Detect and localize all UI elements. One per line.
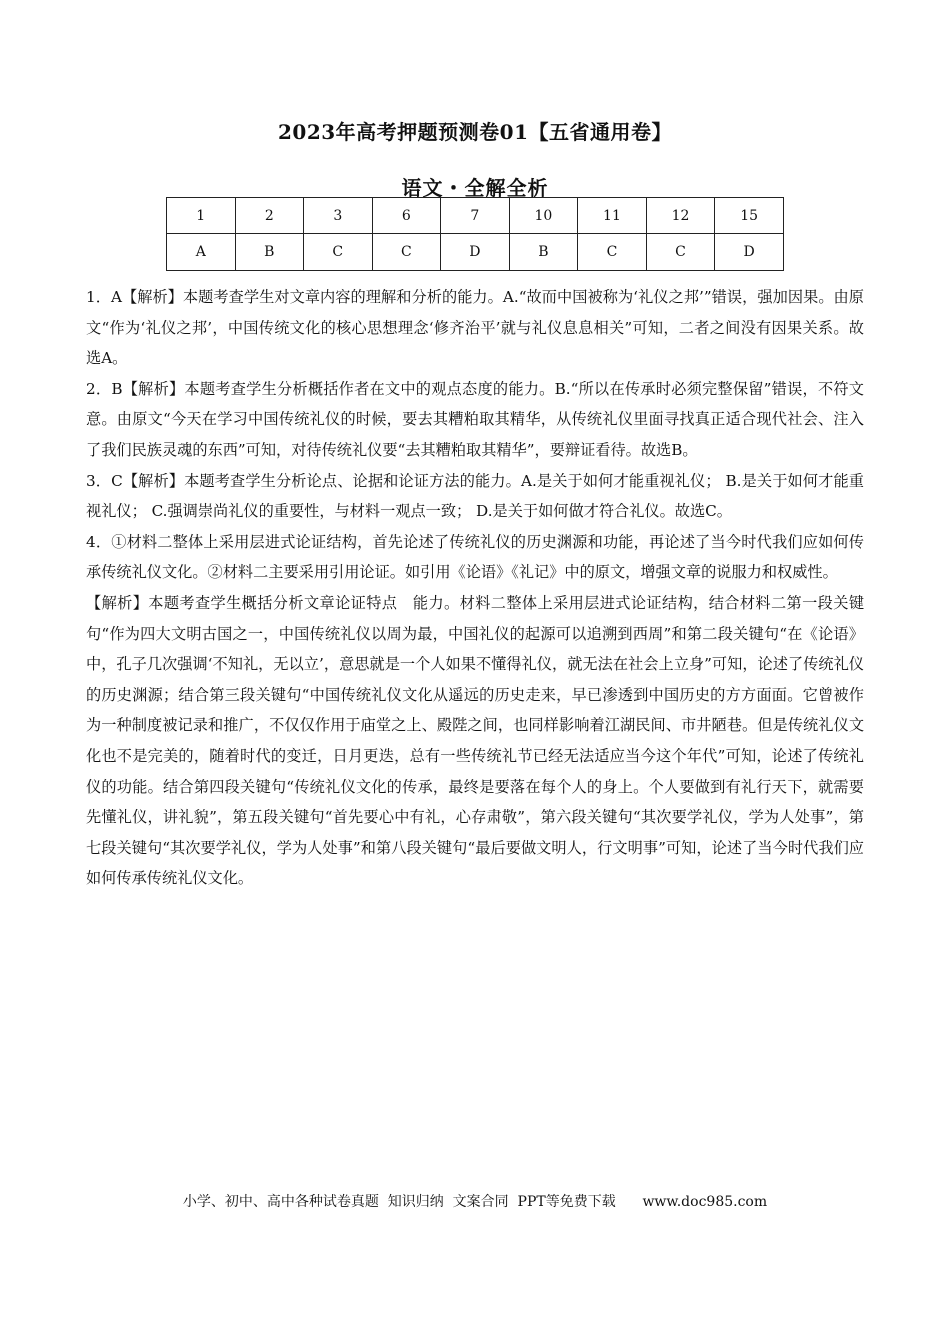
question-number-cell: 1 [167,198,236,234]
page-subtitle: 语文・全解全析 [401,176,549,200]
analysis-paragraph-q3: 3．C【解析】本题考查学生分析论点、论据和论证方法的能力。A.是关于如何才能重视礼仪； B.是关于如何才能重视礼仪； C.强调崇尚礼仪的重要性，与材料一观点一致； D.是关于如何做才符合礼仪。故选C。 [86,471,864,521]
analysis-paragraph-q2: 2．B【解析】本题考查学生分析概括作者在文中的观点态度的能力。B.“所以在传承时必须完整保留”错误，不符文意。由原文“今天在学习中国传统礼仪的时候，要去其糟粕取其精华，从传统礼仪里面寻找真正适合现代社会、注入了我们民族灵魂的东西”可知，对待传统礼仪要“去其糟粕取其精华”，要辩证看待。故选B。 [86,379,864,459]
question-number-cell: 11 [578,198,647,234]
page-title: 2023年高考押题预测卷01【五省通用卷】 [278,120,672,144]
answer-cell: B [509,234,578,271]
answer-cell: A [167,234,236,271]
answer-row [167,234,784,271]
answer-cell: B [235,234,304,271]
question-number-row [167,198,784,234]
question-number-cell: 2 [235,198,304,234]
analysis-content [86,282,864,894]
question-number-cell: 15 [715,198,784,234]
answer-cell: C [372,234,441,271]
answer-cell: C [578,234,647,271]
answer-cell: D [715,234,784,271]
answer-cell: D [441,234,510,271]
answer-table [166,197,784,271]
analysis-paragraph-q4-explanation: 【解析】本题考查学生概括分析文章论证特点 能力。材料二整体上采用层进式论证结构，结合材料二第一段关键句“作为四大文明古国之一，中国传统礼仪以周为最，中国礼仪的起源可以追溯到西周”和第二段关键句“在《论语》中，孔子几次强调‘不知礼，无以立’，意思就是一个人如果不懂得礼仪，就无法在社会上立身”可知，论述了传统礼仪的历史渊源；结合第三段关键句“中国传统礼仪文化从遥远的历史走来，早已渗透到中国历史的方方面面。它曾被作为一种制度被记录和推广，不仅仅作用于庙堂之上、殿陛之间，也同样影响着江湖民间、市井陋巷。但是传统礼仪文化也不是完美的，随着时代的变迁，日月更迭，总有一些传统礼节已经无法适应当今这个年代”可知，论述了传统礼仪的功能。结合第四段关键句“传统礼仪文化的传承，最终是要落在每个人的身上。个人要做到有礼行天下，就需要先懂礼仪，讲礼貌”，第五段关键句“首先要心中有礼，心存肃敬”，第六段关键句“其次要学礼仪，学为人处事”，第七段关键句“其次要学礼仪，学为人处事”和第八段关键句“最后要做文明人，行文明事”可知，论述了当今时代我们应如何传承传统礼仪文化。 [86,593,864,888]
analysis-paragraph-q1: 1．A【解析】本题考查学生对文章内容的理解和分析的能力。A.“故而中国被称为‘礼仪之邦’”错误，强加因果。由原文“作为‘礼仪之邦’，中国传统文化的核心思想理念‘修齐治平’就与礼仪息息相关”可知，二者之间没有因果关系。故选A。 [86,288,864,368]
question-number-cell: 12 [646,198,715,234]
question-number-cell: 3 [304,198,373,234]
answer-cell: C [646,234,715,271]
page-footer: 小学、初中、高中各种试卷真题 知识归纳 文案合同 PPT等免费下载 www.doc985.com [182,1194,768,1210]
question-number-cell: 6 [372,198,441,234]
analysis-paragraph-q4: 4．①材料二整体上采用层进式论证结构，首先论述了传统礼仪的历史渊源和功能，再论述了当今时代我们应如何传承传统礼仪文化。②材料二主要采用引用论证。如引用《论语》《礼记》中的原文，增强文章的说服力和权威性。 [86,532,864,582]
answer-cell: C [304,234,373,271]
question-number-cell: 10 [509,198,578,234]
question-number-cell: 7 [441,198,510,234]
